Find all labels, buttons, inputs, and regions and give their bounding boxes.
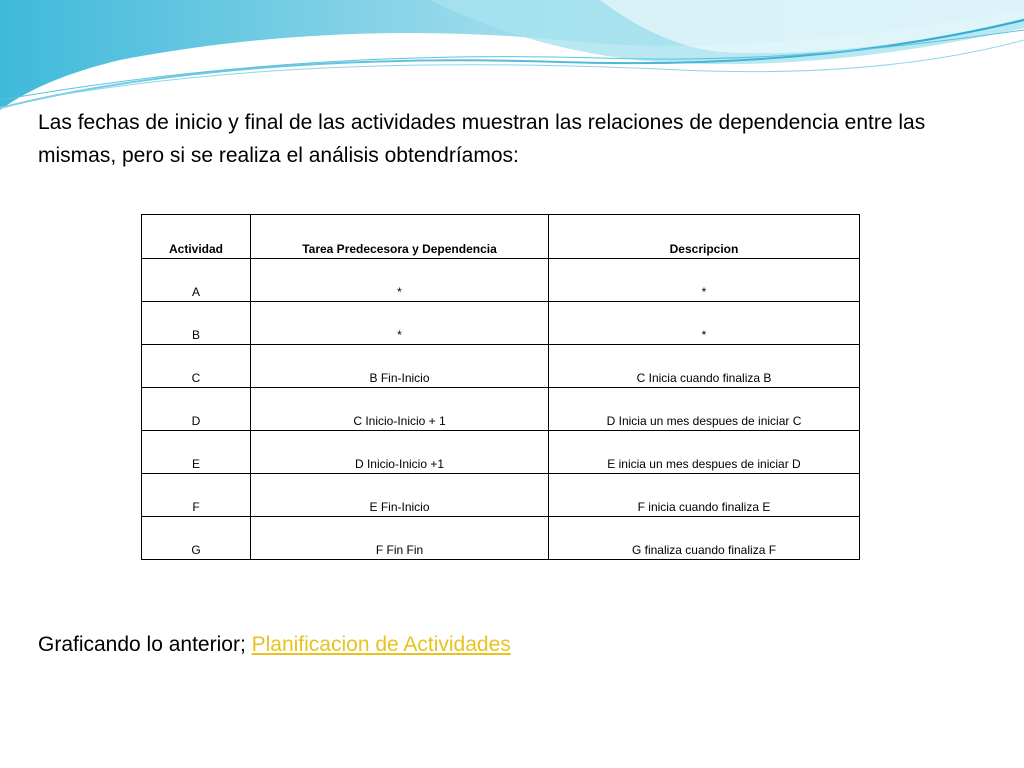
- cell-dependencia: *: [251, 302, 549, 345]
- table-row: [142, 388, 860, 431]
- decorative-wave-header: [0, 0, 1024, 120]
- closing-prefix: Graficando lo anterior;: [38, 633, 252, 656]
- cell-dependencia: D Inicio-Inicio +1: [251, 431, 549, 474]
- cell-dependencia: F Fin Fin: [251, 517, 549, 560]
- cell-descripcion: F inicia cuando finaliza E: [549, 474, 860, 517]
- cell-descripcion: *: [549, 259, 860, 302]
- table-row: [142, 345, 860, 388]
- intro-paragraph: Las fechas de inicio y final de las actividades muestran las relaciones de dependencia entre las mismas, pero si se realiza el análisis obtendríamos:: [38, 111, 926, 167]
- table-row: [142, 474, 860, 517]
- cell-dependencia: B Fin-Inicio: [251, 345, 549, 388]
- cell-actividad: D: [142, 388, 251, 431]
- cell-descripcion: C Inicia cuando finaliza B: [549, 345, 860, 388]
- closing-line: [38, 630, 511, 660]
- cell-actividad: F: [142, 474, 251, 517]
- cell-dependencia: C Inicio-Inicio + 1: [251, 388, 549, 431]
- cell-actividad: B: [142, 302, 251, 345]
- header-tarea-predecesora: Tarea Predecesora y Dependencia: [251, 215, 549, 259]
- table-header-row: [142, 215, 860, 259]
- cell-actividad: C: [142, 345, 251, 388]
- cell-dependencia: E Fin-Inicio: [251, 474, 549, 517]
- planificacion-link[interactable]: Planificacion de Actividades: [251, 633, 511, 656]
- cell-descripcion: E inicia un mes despues de iniciar D: [549, 431, 860, 474]
- cell-descripcion: G finaliza cuando finaliza F: [549, 517, 860, 560]
- cell-descripcion: *: [549, 302, 860, 345]
- cell-dependencia: *: [251, 259, 549, 302]
- dependency-table: [141, 214, 860, 560]
- table-row: [142, 431, 860, 474]
- table-row: [142, 517, 860, 560]
- header-descripcion: Descripcion: [549, 215, 860, 259]
- table-row: [142, 259, 860, 302]
- cell-actividad: A: [142, 259, 251, 302]
- header-actividad: Actividad: [142, 215, 251, 259]
- cell-descripcion: D Inicia un mes despues de iniciar C: [549, 388, 860, 431]
- cell-actividad: G: [142, 517, 251, 560]
- cell-actividad: E: [142, 431, 251, 474]
- table-row: [142, 302, 860, 345]
- dependency-table-container: [141, 214, 859, 560]
